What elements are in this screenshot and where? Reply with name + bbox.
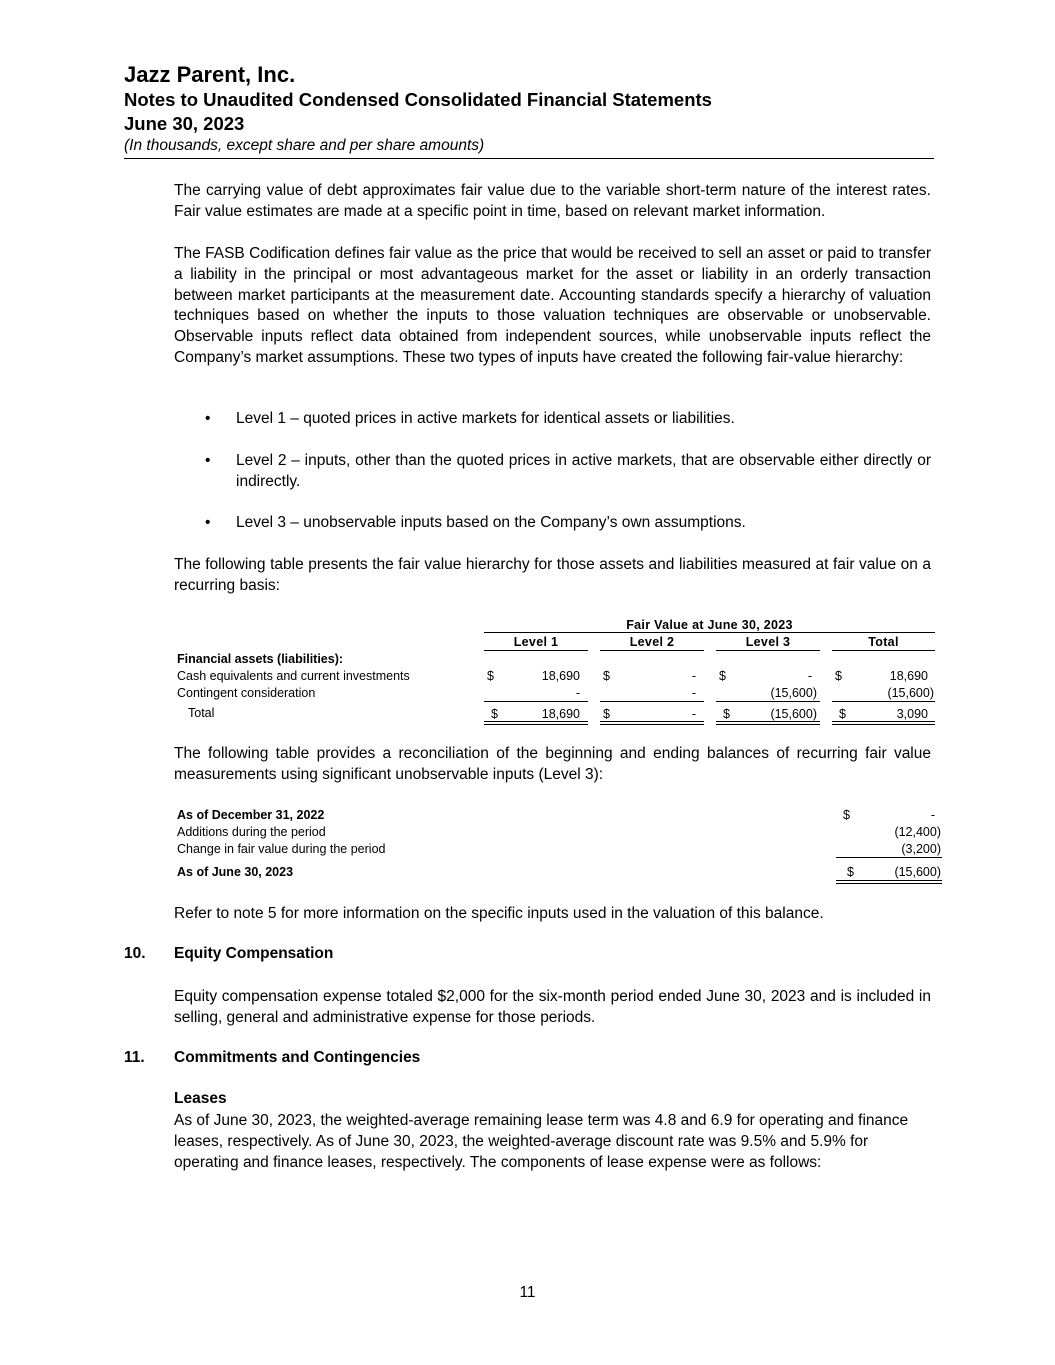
table-rule (484, 632, 935, 633)
section-title-equity-compensation: Equity Compensation (174, 945, 334, 962)
bullet-text: Level 2 – inputs, other than the quoted prices in active markets, that are observable either directly or indirectly. (236, 452, 931, 490)
currency-symbol: $ (839, 707, 846, 721)
recon-value: (3,200) (901, 842, 941, 856)
table-double-rule (600, 721, 704, 725)
cell-value: 18,690 (889, 669, 928, 683)
cell-value: 18,690 (541, 669, 580, 683)
row-label: Cash equivalents and current investments (177, 669, 410, 683)
paragraph-debt-fair-value: The carrying value of debt approximates fair value due to the variable short-term nature of the interest rates. Fair value estimates are made at a specific point in time, based on relevant market information. (174, 182, 931, 220)
row-label: Contingent consideration (177, 686, 316, 700)
bullet-icon: • (205, 410, 211, 427)
currency-symbol: $ (847, 865, 854, 879)
cell-value: - (691, 669, 696, 683)
document-title: Notes to Unaudited Condensed Consolidated Financial Statements (124, 89, 712, 110)
subheading-leases: Leases (174, 1090, 227, 1107)
currency-symbol: $ (723, 707, 730, 721)
recon-row-label: Change in fair value during the period (177, 842, 386, 856)
column-header-level-1: Level 1 (513, 635, 559, 649)
cell-value: (15,600) (770, 686, 817, 700)
table-section-label: Financial assets (liabilities): (177, 652, 344, 666)
paragraph-table-intro: The following table presents the fair value hierarchy for those assets and liabilities measured at fair value on a recurring basis: (174, 556, 931, 594)
page-number: 11 (519, 1284, 536, 1301)
bullet-icon: • (205, 514, 211, 531)
recon-row-label: Additions during the period (177, 825, 326, 839)
column-header-level-3: Level 3 (745, 635, 791, 649)
page-header (124, 62, 934, 156)
bullet-icon: • (205, 452, 211, 469)
section-number-10: 10. (124, 945, 146, 962)
bullet-text: Level 3 – unobservable inputs based on the Company’s own assumptions. (236, 514, 746, 531)
currency-symbol: $ (487, 669, 494, 683)
document-date: June 30, 2023 (124, 113, 245, 134)
table-rule (484, 650, 588, 651)
bullet-text: Level 1 – quoted prices in active markets for identical assets or liabilities. (236, 410, 735, 427)
recon-value: - (930, 808, 935, 822)
total-value: 18,690 (541, 707, 580, 721)
recon-ending-value: (15,600) (894, 865, 941, 879)
table-rule (600, 650, 704, 651)
paragraph-leases: As of June 30, 2023, the weighted-average remaining lease term was 4.8 and 6.9 for operating and finance leases, respectively. As of June 30, 2023, the weighted-average discount rate was 9.5% and 5.9% for operating and finance leases, respectively. The components of lease expense were as follows: (174, 1112, 909, 1171)
cell-value: - (807, 669, 812, 683)
column-header-level-2: Level 2 (629, 635, 675, 649)
recon-ending-label: As of June 30, 2023 (177, 865, 294, 879)
section-number-11: 11. (124, 1049, 145, 1066)
table-rule (600, 701, 704, 702)
header-divider (124, 158, 934, 159)
company-name: Jazz Parent, Inc. (124, 62, 296, 87)
currency-symbol: $ (719, 669, 726, 683)
currency-symbol: $ (603, 707, 610, 721)
table-rule (832, 701, 935, 702)
currency-symbol: $ (603, 669, 610, 683)
cell-value: - (691, 686, 696, 700)
table-double-rule (716, 721, 820, 725)
total-value: - (691, 707, 696, 721)
table-double-rule (836, 880, 942, 884)
paragraph-fasb-definition: The FASB Codification defines fair value as the price that would be received to sell an asset or paid to transfer a liability in the principal or most advantageous market for the asset or liability in an orderly transaction between market participants at the measurement date. Accounting standards specify a hierarchy of valuation techniques based on whether the inputs to those valuation techniques are observable or unobservable. Observable inputs reflect data obtained from independent sources, while unobservable inputs reflect the Company’s market assumptions. These two types of inputs have created the following fair-value hierarchy: (174, 245, 931, 366)
paragraph-reconciliation-intro: The following table provides a reconciliation of the beginning and ending balances of recurring fair value measurements using significant unobservable inputs (Level 3): (174, 745, 931, 783)
bullet-level-3 (205, 513, 931, 535)
currency-symbol: $ (843, 808, 850, 822)
units-note: (In thousands, except share and per share amounts) (124, 137, 485, 154)
section-title-commitments: Commitments and Contingencies (174, 1049, 421, 1066)
table-rule (832, 650, 935, 651)
currency-symbol: $ (491, 707, 498, 721)
total-value: 3,090 (896, 707, 928, 721)
column-header-total: Total (868, 635, 899, 649)
cell-value: (15,600) (887, 686, 934, 700)
table-rule (484, 701, 588, 702)
recon-row-label: As of December 31, 2022 (177, 808, 325, 822)
total-row-label: Total (188, 706, 215, 720)
table-double-rule (832, 721, 935, 725)
table-double-rule (484, 721, 588, 725)
total-value: (15,600) (770, 707, 817, 721)
table-rule (716, 650, 820, 651)
recon-value: (12,400) (894, 825, 941, 839)
table-super-header: Fair Value at June 30, 2023 (626, 618, 793, 632)
cell-value: - (575, 686, 580, 700)
paragraph-equity-compensation: Equity compensation expense totaled $2,000 for the six-month period ended June 30, 2023 and is included in selling, general and administrative expense for those periods. (174, 988, 931, 1026)
table-rule (716, 701, 820, 702)
paragraph-note-reference: Refer to note 5 for more information on the specific inputs used in the valuation of this balance. (174, 905, 824, 922)
currency-symbol: $ (835, 669, 842, 683)
bullet-level-2 (205, 451, 931, 495)
bullet-level-1 (205, 409, 931, 431)
table-rule (836, 857, 942, 858)
